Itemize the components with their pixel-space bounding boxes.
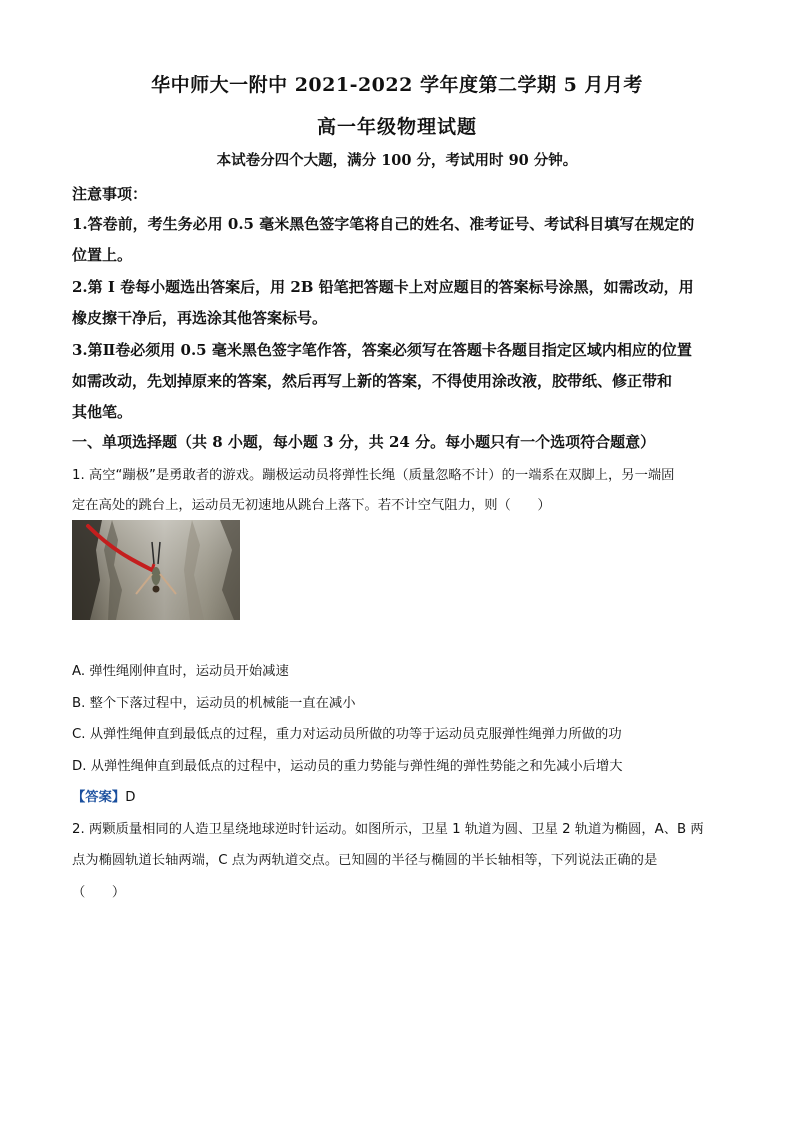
- bungee-jumper-image: [72, 520, 240, 620]
- exam-subtitle: 高一年级物理试题: [316, 116, 477, 138]
- note-1-line-1: 1.答卷前，考生务必用 0.5 毫米黑色签字笔将自己的姓名、准考证号、考试科目填写在规定的: [72, 215, 695, 233]
- q2-stem-line-2: 点为椭圆轨道长轴两端，C 点为两轨道交点。已知圆的半径与椭圆的半长轴相等，下列说法正确的是: [72, 853, 658, 868]
- q1-option-c: C. 从弹性绳伸直到最低点的过程，重力对运动员所做的功等于运动员克服弹性绳弹力所做的功: [72, 727, 622, 742]
- q1-option-a: A. 弹性绳刚伸直时，运动员开始减速: [72, 664, 289, 679]
- exam-title: 华中师大一附中 2021-2022 学年度第二学期 5 月月考: [151, 74, 643, 96]
- note-1-line-2: 位置上。: [72, 246, 133, 264]
- q2-stem-line-3: （ ）: [72, 885, 126, 900]
- note-2-line-1: 2.第 I 卷每小题选出答案后，用 2B 铅笔把答题卡上对应题目的答案标号涂黑，如需改动，用: [72, 278, 694, 296]
- note-3-line-2: 如需改动，先划掉原来的答案，然后再写上新的答案，不得使用涂改液，胶带纸、修正带和: [72, 372, 673, 390]
- note-3-line-1: 3.第Ⅱ卷必须用 0.5 毫米黑色签字笔作答，答案必须写在答题卡各题目指定区域内相应的位置: [72, 341, 692, 359]
- exam-info: 本试卷分四个大题，满分 100 分，考试用时 90 分钟。: [216, 152, 578, 169]
- answer-tag: 【答案】: [72, 790, 126, 805]
- q2-stem-line-1: 2. 两颗质量相同的人造卫星绕地球逆时针运动。如图所示，卫星 1 轨道为圆、卫星 2 轨道为椭圆，A、B 两: [72, 822, 704, 837]
- bungee-jumper-photo: [72, 520, 240, 620]
- q1-option-b: B. 整个下落过程中，运动员的机械能一直在减小: [72, 696, 356, 711]
- answer-value: D: [125, 790, 136, 805]
- q1-option-d: D. 从弹性绳伸直到最低点的过程中，运动员的重力势能与弹性绳的弹性势能之和先减小后增大: [72, 759, 623, 774]
- q1-stem-line-1: 1. 高空“蹦极”是勇敢者的游戏。蹦极运动员将弹性长绳（质量忽略不计）的一端系在双脚上，另一端固: [72, 468, 675, 483]
- q1-stem-line-2: 定在高处的跳台上，运动员无初速地从跳台上落下。若不计空气阻力，则（ ）: [72, 498, 551, 513]
- notes-heading: 注意事项：: [72, 185, 148, 203]
- section-1-heading: 一、单项选择题（共 8 小题，每小题 3 分，共 24 分。每小题只有一个选项符合题意）: [72, 433, 656, 451]
- note-3-line-3: 其他笔。: [72, 403, 133, 421]
- q1-answer: [72, 786, 732, 805]
- note-2-line-2: 橡皮擦干净后，再选涂其他答案标号。: [72, 309, 328, 327]
